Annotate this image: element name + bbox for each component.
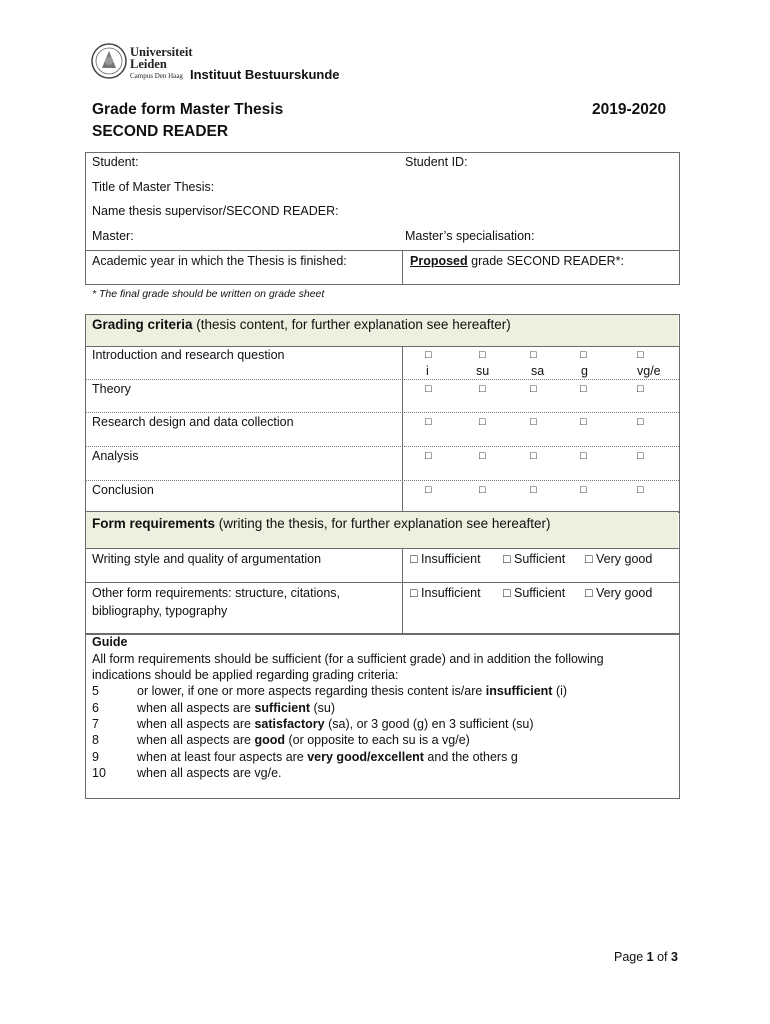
guide-text: and the others g xyxy=(423,750,518,764)
checkbox-su[interactable]: □ xyxy=(479,484,486,496)
checkbox-su[interactable]: □ xyxy=(479,349,486,361)
checkbox-su[interactable]: □ xyxy=(479,383,486,395)
guide-intro-line1: All form requirements should be sufficient (for a sufficient grade) and in addition the following xyxy=(92,652,604,666)
thesis-title-field[interactable]: Title of Master Thesis: xyxy=(92,180,215,194)
guide-text-bold: satisfactory xyxy=(254,717,325,731)
checkbox-sa[interactable]: □ xyxy=(530,349,537,361)
guide-grade-number: 6 xyxy=(92,701,99,715)
guide-title: Guide xyxy=(92,635,128,649)
checkbox-su[interactable]: □ xyxy=(479,450,486,462)
criterion-label: Introduction and research question xyxy=(92,348,285,362)
row-divider xyxy=(85,379,679,380)
page-number xyxy=(614,950,678,964)
page-total: 3 xyxy=(671,950,678,964)
guide-grade-number: 7 xyxy=(92,717,99,731)
university-campus: Campus Den Haag xyxy=(130,72,183,80)
guide-text-bold: insufficient xyxy=(485,684,553,698)
divider xyxy=(85,346,679,347)
guide-grade-text xyxy=(137,766,282,780)
guide-intro-line2: indications should be applied regarding grading criteria: xyxy=(92,668,399,682)
row-divider xyxy=(85,480,679,481)
seal-icon xyxy=(90,42,128,80)
university-logo xyxy=(90,42,193,82)
grading-criteria-heading xyxy=(92,317,511,332)
divider xyxy=(402,346,403,511)
final-grade-note: * The final grade should be written on grade sheet xyxy=(92,288,325,300)
form-title: Grade form Master Thesis xyxy=(92,101,284,118)
page-prefix: Page xyxy=(614,950,647,964)
checkbox-vge[interactable]: □ xyxy=(637,416,644,428)
grading-criteria-heading-bold: Grading criteria xyxy=(92,317,193,332)
scale-label-i: i xyxy=(426,364,429,378)
guide-text: (su) xyxy=(310,701,335,715)
checkbox-vge[interactable]: □ xyxy=(637,450,644,462)
divider xyxy=(402,250,403,284)
checkbox-g[interactable]: □ xyxy=(580,484,587,496)
form-requirement-label: Other form requirements: structure, citations, xyxy=(92,586,341,600)
divider xyxy=(402,548,403,633)
guide-text-bold: sufficient xyxy=(254,701,310,715)
institute-name: Instituut Bestuurskunde xyxy=(190,67,340,82)
guide-grade-number: 5 xyxy=(92,684,99,698)
university-name-line1: Universiteit xyxy=(130,45,193,59)
form-requirements-heading-bold: Form requirements xyxy=(92,516,216,531)
guide-text: when all aspects are vg/e. xyxy=(137,766,282,780)
academic-year-field[interactable]: Academic year in which the Thesis is finished: xyxy=(92,254,347,268)
checkbox-sa[interactable]: □ xyxy=(530,416,537,428)
option-sufficient[interactable]: □ Sufficient xyxy=(503,552,566,566)
divider xyxy=(85,548,679,549)
guide-grade-text xyxy=(137,733,470,747)
scale-label-su: su xyxy=(476,364,490,378)
scale-label-g: g xyxy=(581,364,588,378)
form-requirements-heading-rest: (writing the thesis, for further explanation see hereafter) xyxy=(215,516,551,531)
option-insufficient[interactable]: □ Insufficient xyxy=(410,586,481,600)
checkbox-vge[interactable]: □ xyxy=(637,383,644,395)
guide-text: when all aspects are xyxy=(137,701,255,715)
option-very-good[interactable]: □ Very good xyxy=(585,586,653,600)
checkbox-sa[interactable]: □ xyxy=(530,450,537,462)
divider xyxy=(85,250,679,251)
checkbox-vge[interactable]: □ xyxy=(637,349,644,361)
form-requirements-heading xyxy=(92,516,550,531)
row-divider xyxy=(85,446,679,447)
guide-text: when at least four aspects are xyxy=(137,750,308,764)
guide-text: (sa), or 3 good (g) en 3 sufficient (su) xyxy=(324,717,534,731)
guide-grade-text xyxy=(137,701,335,715)
student-field[interactable]: Student: xyxy=(92,155,139,169)
checkbox-i[interactable]: □ xyxy=(425,450,432,462)
option-insufficient[interactable]: □ Insufficient xyxy=(410,552,481,566)
checkbox-sa[interactable]: □ xyxy=(530,484,537,496)
guide-text: when all aspects are xyxy=(137,717,255,731)
divider xyxy=(85,582,679,583)
grading-criteria-heading-rest: (thesis content, for further explanation see hereafter) xyxy=(192,317,511,332)
page-mid: of xyxy=(653,950,671,964)
checkbox-su[interactable]: □ xyxy=(479,416,486,428)
option-very-good[interactable]: □ Very good xyxy=(585,552,653,566)
checkbox-i[interactable]: □ xyxy=(425,383,432,395)
guide-text: when all aspects are xyxy=(137,733,255,747)
criterion-label: Theory xyxy=(92,382,131,396)
checkbox-g[interactable]: □ xyxy=(580,383,587,395)
specialisation-field[interactable]: Master’s specialisation: xyxy=(405,229,535,243)
page-current: 1 xyxy=(646,950,654,964)
criterion-label: Conclusion xyxy=(92,483,154,497)
proposed-label-rest: grade SECOND READER*: xyxy=(467,254,624,268)
guide-text: or lower, if one or more aspects regarding thesis content is/are xyxy=(137,684,486,698)
form-requirement-label: Writing style and quality of argumentation xyxy=(92,552,322,566)
checkbox-g[interactable]: □ xyxy=(580,349,587,361)
guide-text: (or opposite to each su is a vg/e) xyxy=(284,733,470,747)
guide-grade-number: 8 xyxy=(92,733,99,747)
criterion-label: Research design and data collection xyxy=(92,415,294,429)
guide-text: (i) xyxy=(552,684,568,698)
row-divider xyxy=(85,412,679,413)
checkbox-i[interactable]: □ xyxy=(425,484,432,496)
criterion-label: Analysis xyxy=(92,449,139,463)
checkbox-g[interactable]: □ xyxy=(580,416,587,428)
student-id-field[interactable]: Student ID: xyxy=(405,155,468,169)
guide-text-bold: good xyxy=(254,733,285,747)
guide-grade-number: 9 xyxy=(92,750,99,764)
option-sufficient[interactable]: □ Sufficient xyxy=(503,586,566,600)
guide-grade-text xyxy=(137,750,518,764)
form-requirement-label-cont: bibliography, typography xyxy=(92,604,228,618)
checkbox-vge[interactable]: □ xyxy=(637,484,644,496)
scale-label-vge: vg/e xyxy=(637,364,661,378)
checkbox-i[interactable]: □ xyxy=(425,416,432,428)
master-field[interactable]: Master: xyxy=(92,229,134,243)
proposed-grade-field[interactable] xyxy=(410,254,624,268)
guide-grade-number: 10 xyxy=(92,766,106,780)
checkbox-g[interactable]: □ xyxy=(580,450,587,462)
guide-grade-text xyxy=(137,717,534,731)
checkbox-sa[interactable]: □ xyxy=(530,383,537,395)
academic-year-heading: 2019-2020 xyxy=(592,101,667,118)
guide-grade-text xyxy=(137,684,567,698)
university-name-line2: Leiden xyxy=(130,57,167,71)
proposed-label-bold: Proposed xyxy=(410,254,468,268)
guide-text-bold: very good/excellent xyxy=(307,750,424,764)
form-subtitle: SECOND READER xyxy=(92,123,229,140)
checkbox-i[interactable]: □ xyxy=(425,349,432,361)
scale-label-sa: sa xyxy=(531,364,545,378)
supervisor-field[interactable]: Name thesis supervisor/SECOND READER: xyxy=(92,204,339,218)
